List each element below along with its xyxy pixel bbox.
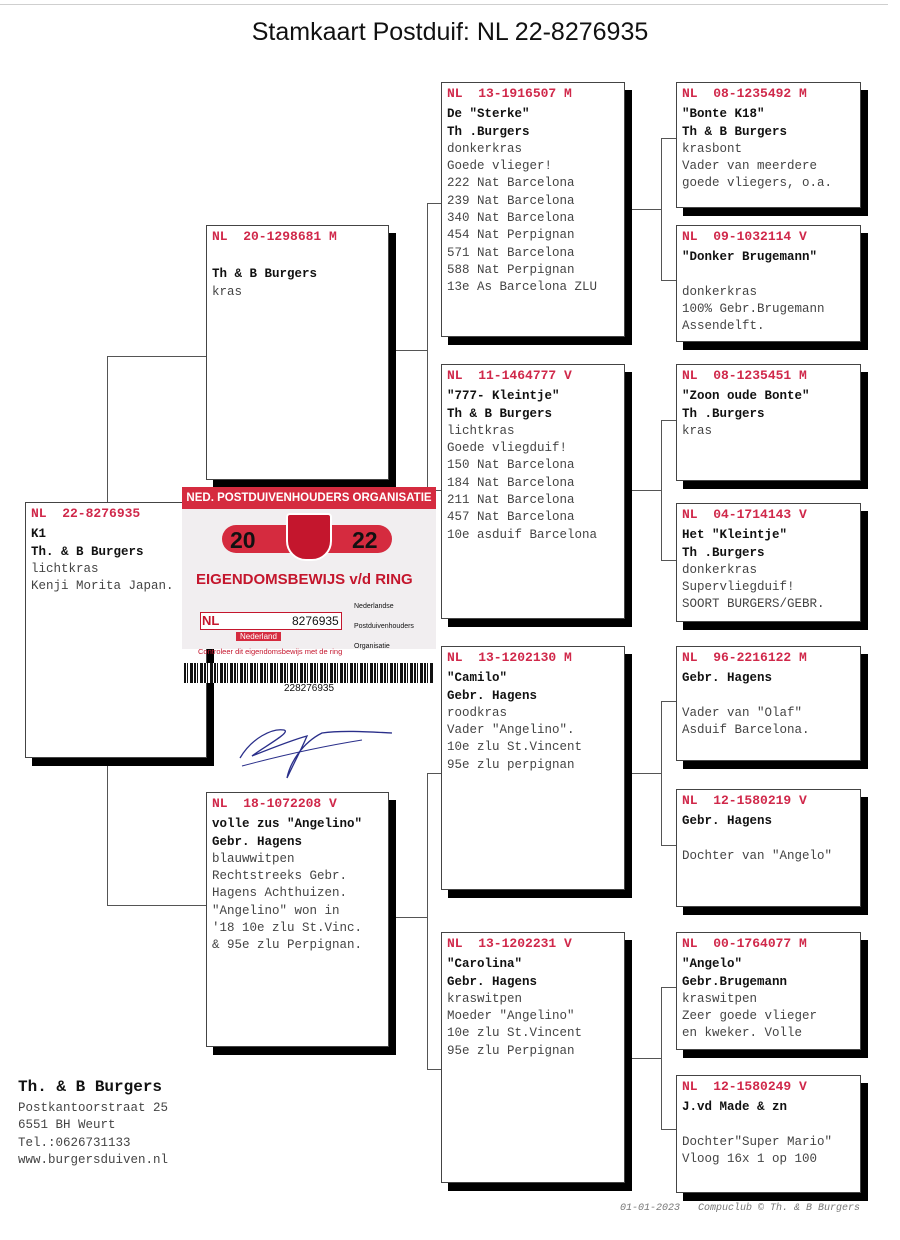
connector (107, 760, 108, 905)
grandparent-card (441, 82, 625, 337)
barcode-number: 228276935 (283, 683, 335, 694)
breeder: Th & B Burgers (682, 124, 788, 139)
npo-legend (354, 597, 414, 657)
breeder: Th .Burgers (447, 124, 530, 139)
connector (625, 209, 662, 210)
pigeon-name: volle zus "Angelino" (212, 817, 363, 832)
pigeon-name: "Donker Brugemann" (682, 250, 818, 265)
certificate-year-right: 22 (352, 527, 378, 553)
info-line: lichtkras (31, 561, 99, 576)
connector (661, 1129, 676, 1130)
ring-number: NL 11-1464777 V (447, 368, 572, 383)
info-line: 571 Nat Barcelona (447, 245, 575, 260)
lion-shield-icon (286, 513, 332, 561)
great-grandparent-card (676, 789, 861, 907)
breeder: Th .Burgers (682, 545, 765, 560)
info-line: donkerkras (447, 141, 523, 156)
connector (661, 560, 676, 561)
info-line: Supervliegduif! (682, 580, 795, 595)
breeder: J.vd Made & zn (682, 1100, 788, 1115)
signature (232, 718, 397, 783)
connector (389, 917, 427, 918)
npo-line: Organisatie (354, 643, 390, 650)
ring-number: NL 12-1580219 V (682, 793, 807, 808)
npo-line: Postduivenhouders (354, 623, 414, 630)
ring-number: NL 12-1580249 V (682, 1079, 807, 1094)
breeder: Th. & B Burgers (31, 544, 144, 559)
owner-phone: Tel.:0626731133 (18, 1135, 131, 1150)
pigeon-name: "777- Kleintje" (447, 389, 560, 404)
info-line: kraswitpen (682, 991, 758, 1006)
great-grandparent-card (676, 646, 861, 761)
pigeon-name: "Zoon oude Bonte" (682, 389, 810, 404)
info-line: 454 Nat Perpignan (447, 228, 575, 243)
breeder: Th & B Burgers (447, 406, 553, 421)
great-grandparent-card (676, 503, 861, 622)
info-line: Vloog 16x 1 op 100 (682, 1151, 818, 1166)
connector (661, 280, 676, 281)
breeder: Gebr.Brugemann (682, 974, 788, 989)
info-line: Asduif Barcelona. (682, 722, 810, 737)
connector (661, 987, 676, 988)
info-line: Hagens Achthuizen. (212, 886, 348, 901)
pigeon-name: "Camilo" (447, 671, 508, 686)
owner-name: Th. & B Burgers (18, 1078, 163, 1096)
ring-number: NL 08-1235492 M (682, 86, 807, 101)
npo-line: Nederlandse (354, 603, 394, 610)
ring-number: NL 09-1032114 V (682, 229, 807, 244)
info-line: goede vliegers, o.a. (682, 176, 833, 191)
pigeon-name: "Carolina" (447, 957, 523, 972)
info-line: Zeer goede vlieger (682, 1009, 818, 1024)
info-line: '18 10e zlu St.Vinc. (212, 921, 363, 936)
info-line: 95e zlu perpignan (447, 757, 575, 772)
ring-certificate (182, 487, 436, 695)
ring-number: NL 18-1072208 V (212, 796, 337, 811)
info-line: 13e As Barcelona ZLU (447, 280, 598, 295)
grandparent-card (441, 932, 625, 1183)
ring-number: NL 08-1235451 M (682, 368, 807, 383)
connector (625, 490, 662, 491)
info-line: kras (212, 284, 243, 299)
great-grandparent-card (676, 225, 861, 342)
pigeon-name: "Bonte K18" (682, 107, 765, 122)
pigeon-card (25, 502, 207, 758)
great-grandparent-card (676, 82, 861, 208)
pigeon-name: K1 (31, 527, 47, 542)
connector (389, 350, 427, 351)
info-line: 10e zlu St.Vincent (447, 1026, 583, 1041)
spacer (682, 831, 854, 848)
certificate-control-note: Controleer dit eigendomsbewijs met de ring (198, 647, 343, 656)
connector (661, 420, 676, 421)
great-grandparent-card (676, 364, 861, 481)
info-line: Vader "Angelino". (447, 723, 575, 738)
ring-number: NL 04-1714143 V (682, 507, 807, 522)
info-line: 222 Nat Barcelona (447, 176, 575, 191)
info-line: Vader van "Olaf" (682, 705, 803, 720)
certificate-land: Nederland (236, 632, 281, 641)
breeder: Gebr. Hagens (212, 834, 303, 849)
owner-website[interactable]: www.burgersduiven.nl (18, 1152, 169, 1167)
breeder: Gebr. Hagens (682, 671, 773, 686)
dam-card (206, 792, 389, 1047)
ring-number: NL 13-1916507 M (447, 86, 572, 101)
barcode (184, 663, 434, 683)
certificate-org: NED. POSTDUIVENHOUDERS ORGANISATIE (182, 487, 436, 509)
great-grandparent-card (676, 932, 861, 1050)
connector (661, 420, 662, 560)
info-line: Dochter van "Angelo" (682, 848, 833, 863)
certificate-ring: 8276935 (292, 614, 339, 628)
grandparent-card (441, 364, 625, 619)
owner-address: Postkantoorstraat 25 (18, 1101, 169, 1115)
info-line: Vader van meerdere (682, 159, 818, 174)
info-line: Dochter"Super Mario" (682, 1134, 833, 1149)
info-line: Goede vliegduif! (447, 441, 568, 456)
connector (625, 773, 662, 774)
ring-number: NL 22-8276935 (31, 506, 141, 521)
connector (661, 701, 662, 845)
info-line: Rechtstreeks Gebr. (212, 869, 348, 884)
connector (661, 987, 662, 1129)
info-line: donkerkras (682, 284, 758, 299)
connector (661, 138, 676, 139)
info-line: 457 Nat Barcelona (447, 510, 575, 525)
info-line: en kweker. Volle (682, 1026, 803, 1041)
spacer (682, 1117, 854, 1134)
info-line: Kenji Morita Japan. (31, 579, 174, 594)
info-line: 10e zlu St.Vincent (447, 740, 583, 755)
info-line: Assendelft. (682, 319, 765, 334)
info-line: kraswitpen (447, 991, 523, 1006)
info-line: Goede vlieger! (447, 159, 553, 174)
pigeon-name: Het "Kleintje" (682, 528, 788, 543)
top-rule (0, 4, 888, 5)
footer: 01-01-2023 Compuclub © Th. & B Burgers (620, 1203, 861, 1214)
info-line: 95e zlu Perpignan (447, 1043, 575, 1058)
ring-number: NL 13-1202130 M (447, 650, 572, 665)
connector (661, 701, 676, 702)
info-line: 184 Nat Barcelona (447, 475, 575, 490)
info-line: 340 Nat Barcelona (447, 211, 575, 226)
info-line: Moeder "Angelino" (447, 1009, 575, 1024)
connector (427, 203, 441, 204)
info-line: lichtkras (447, 423, 515, 438)
connector (661, 845, 676, 846)
info-line: roodkras (447, 705, 508, 720)
info-line: 588 Nat Perpignan (447, 262, 575, 277)
ring-number: NL 96-2216122 M (682, 650, 807, 665)
info-line: 211 Nat Barcelona (447, 493, 575, 508)
connector (107, 356, 207, 357)
breeder: Gebr. Hagens (447, 974, 538, 989)
breeder: Gebr. Hagens (682, 814, 773, 829)
pigeon-name: De "Sterke" (447, 107, 530, 122)
info-line: SOORT BURGERS/GEBR. (682, 597, 825, 612)
breeder: Th .Burgers (682, 406, 765, 421)
certificate-country: NL (202, 613, 220, 628)
certificate-year-left: 20 (230, 527, 256, 553)
info-line: 150 Nat Barcelona (447, 458, 575, 473)
connector (427, 773, 428, 1069)
spacer (682, 267, 854, 284)
connector (107, 356, 108, 506)
info-line: 10e asduif Barcelona (447, 527, 598, 542)
connector (427, 1069, 441, 1070)
info-line: kras (682, 423, 713, 438)
connector (661, 138, 662, 280)
connector (427, 773, 441, 774)
breeder: Th & B Burgers (212, 267, 318, 282)
connector (107, 905, 207, 906)
info-line: "Angelino" won in (212, 903, 340, 918)
grandparent-card (441, 646, 625, 890)
breeder: Gebr. Hagens (447, 688, 538, 703)
info-line: 239 Nat Barcelona (447, 193, 575, 208)
great-grandparent-card (676, 1075, 861, 1193)
spacer (682, 688, 854, 705)
spacer (212, 249, 382, 266)
info-line: 100% Gebr.Brugemann (682, 301, 825, 316)
page-title: Stamkaart Postduif: NL 22-8276935 (251, 18, 649, 46)
info-line: blauwwitpen (212, 851, 295, 866)
info-line: donkerkras (682, 562, 758, 577)
certificate-title: EIGENDOMSBEWIJS v/d RING (196, 571, 413, 588)
ring-number: NL 13-1202231 V (447, 936, 572, 951)
ring-number: NL 00-1764077 M (682, 936, 807, 951)
sire-card (206, 225, 389, 480)
ring-number: NL 20-1298681 M (212, 229, 337, 244)
info-line: krasbont (682, 141, 743, 156)
connector (625, 1058, 662, 1059)
pigeon-name: "Angelo" (682, 957, 743, 972)
connector (427, 203, 428, 490)
owner-block (18, 1078, 168, 1169)
info-line: & 95e zlu Perpignan. (212, 938, 363, 953)
owner-city: 6551 BH Weurt (18, 1118, 116, 1133)
